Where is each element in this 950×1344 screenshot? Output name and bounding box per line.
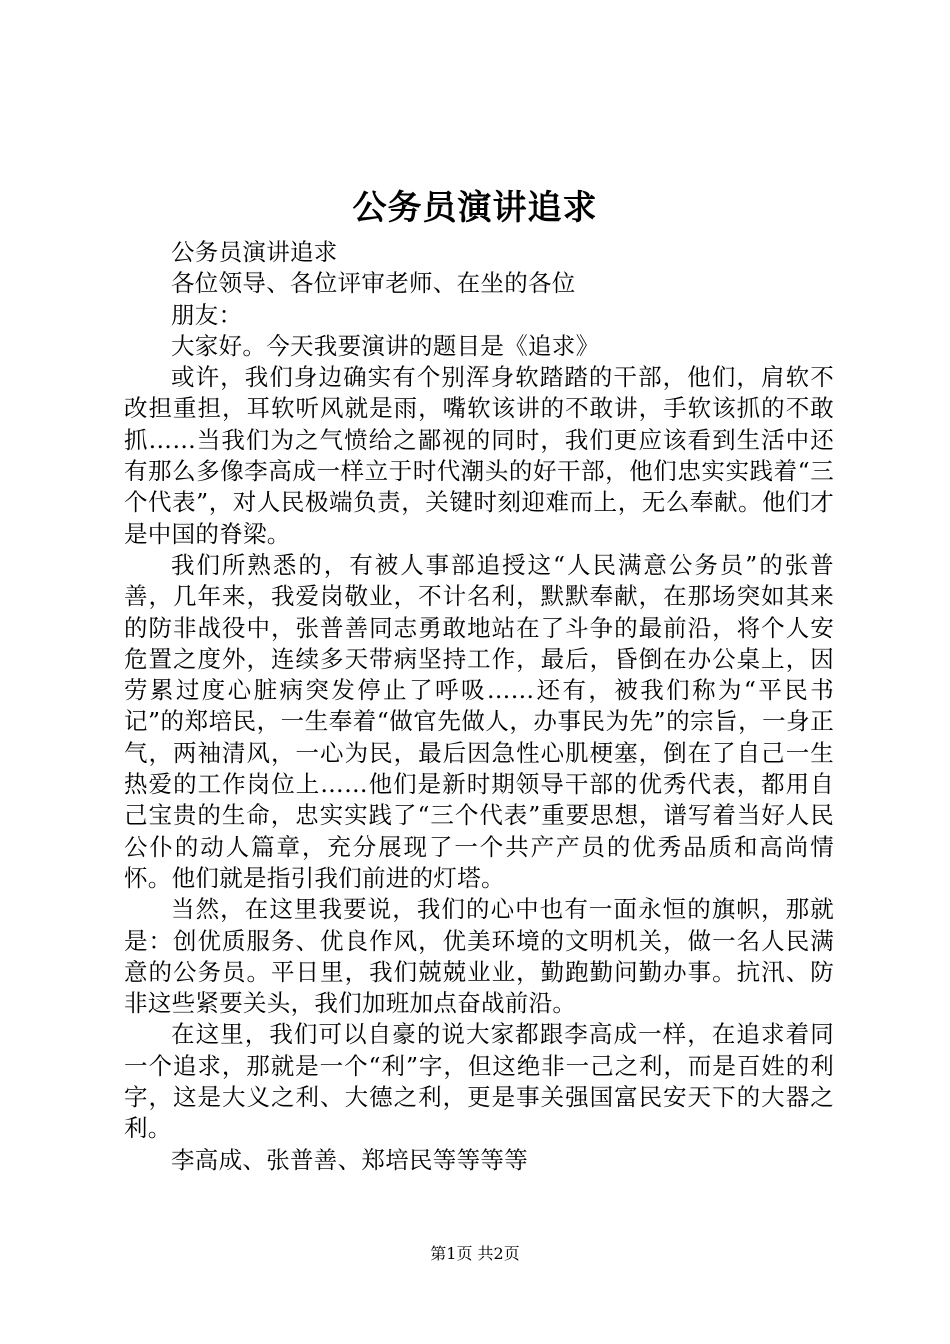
paragraph-body: 在这里，我们可以自豪的说大家都跟李高成一样，在追求着同一个追求，那就是一个“利”字，但这绝非一己之利，而是百姓的利字，这是大义之利、大德之利，更是事关强国富民安天下的大器之利。 <box>124 1020 834 1143</box>
paragraph-body: 我们所熟悉的，有被人事部追授这“人民满意公务员”的张普善，几年来，我爱岗敬业，不计名利，默默奉献，在那场突如其来的防非战役中，张普善同志勇敢地站在了斗争的最前沿，将个人安危置之度外，连续多天带病坚持工作，最后，昏倒在办公桌上，因劳累过度心脏病突发停止了呼吸……还有，被我们称为“平民书记”的郑培民，一生奉着“做官先做人，办事民为先”的宗旨，一身正气，两袖清风，一心为民，最后因急性心肌梗塞，倒在了自己一生热爱的工作岗位上……他们是新时期领导干部的优秀代表，都用自己宝贵的生命，忠实实践了“三个代表”重要思想，谱写着当好人民公仆的动人篇章，充分展现了一个共产产员的优秀品质和高尚情怀。他们就是指引我们前进的灯塔。 <box>124 550 834 892</box>
page-number-footer: 第1页 共2页 <box>430 1244 520 1263</box>
document-title: 公务员演讲追求 <box>352 188 598 228</box>
paragraph-salutation-cont: 朋友： <box>171 300 243 329</box>
document-body <box>124 237 834 1176</box>
paragraph-body: 当然，在这里我要说，我们的心中也有一面永恒的旗帜，那就是：创优质服务、优良作风，优美环境的文明机关，做一名人民满意的公务员。平日里，我们兢兢业业，勤跑勤问勤办事。抗汛、防非这些紧要关头，我们加班加点奋战前沿。 <box>124 895 834 1018</box>
paragraph-body: 或许，我们身边确实有个别浑身软踏踏的干部，他们，肩软不改担重担，耳软听风就是雨，嘴软该讲的不敢讲，手软该抓的不敢抓……当我们为之气愤给之鄙视的同时，我们更应该看到生活中还有那么多像李高成一样立于时代潮头的好干部，他们忠实实践着“三个代表”，对人民极端负责，关键时刻迎难而上，无么奉献。他们才是中国的脊梁。 <box>124 363 834 548</box>
paragraph-greeting: 大家好。今天我要演讲的题目是《追求》 <box>171 331 600 360</box>
paragraph-salutation: 各位领导、各位评审老师、在坐的各位 <box>171 269 576 298</box>
paragraph-subtitle: 公务员演讲追求 <box>171 238 338 266</box>
paragraph-body: 李高成、张普善、郑培民等等等等 <box>171 1145 528 1174</box>
